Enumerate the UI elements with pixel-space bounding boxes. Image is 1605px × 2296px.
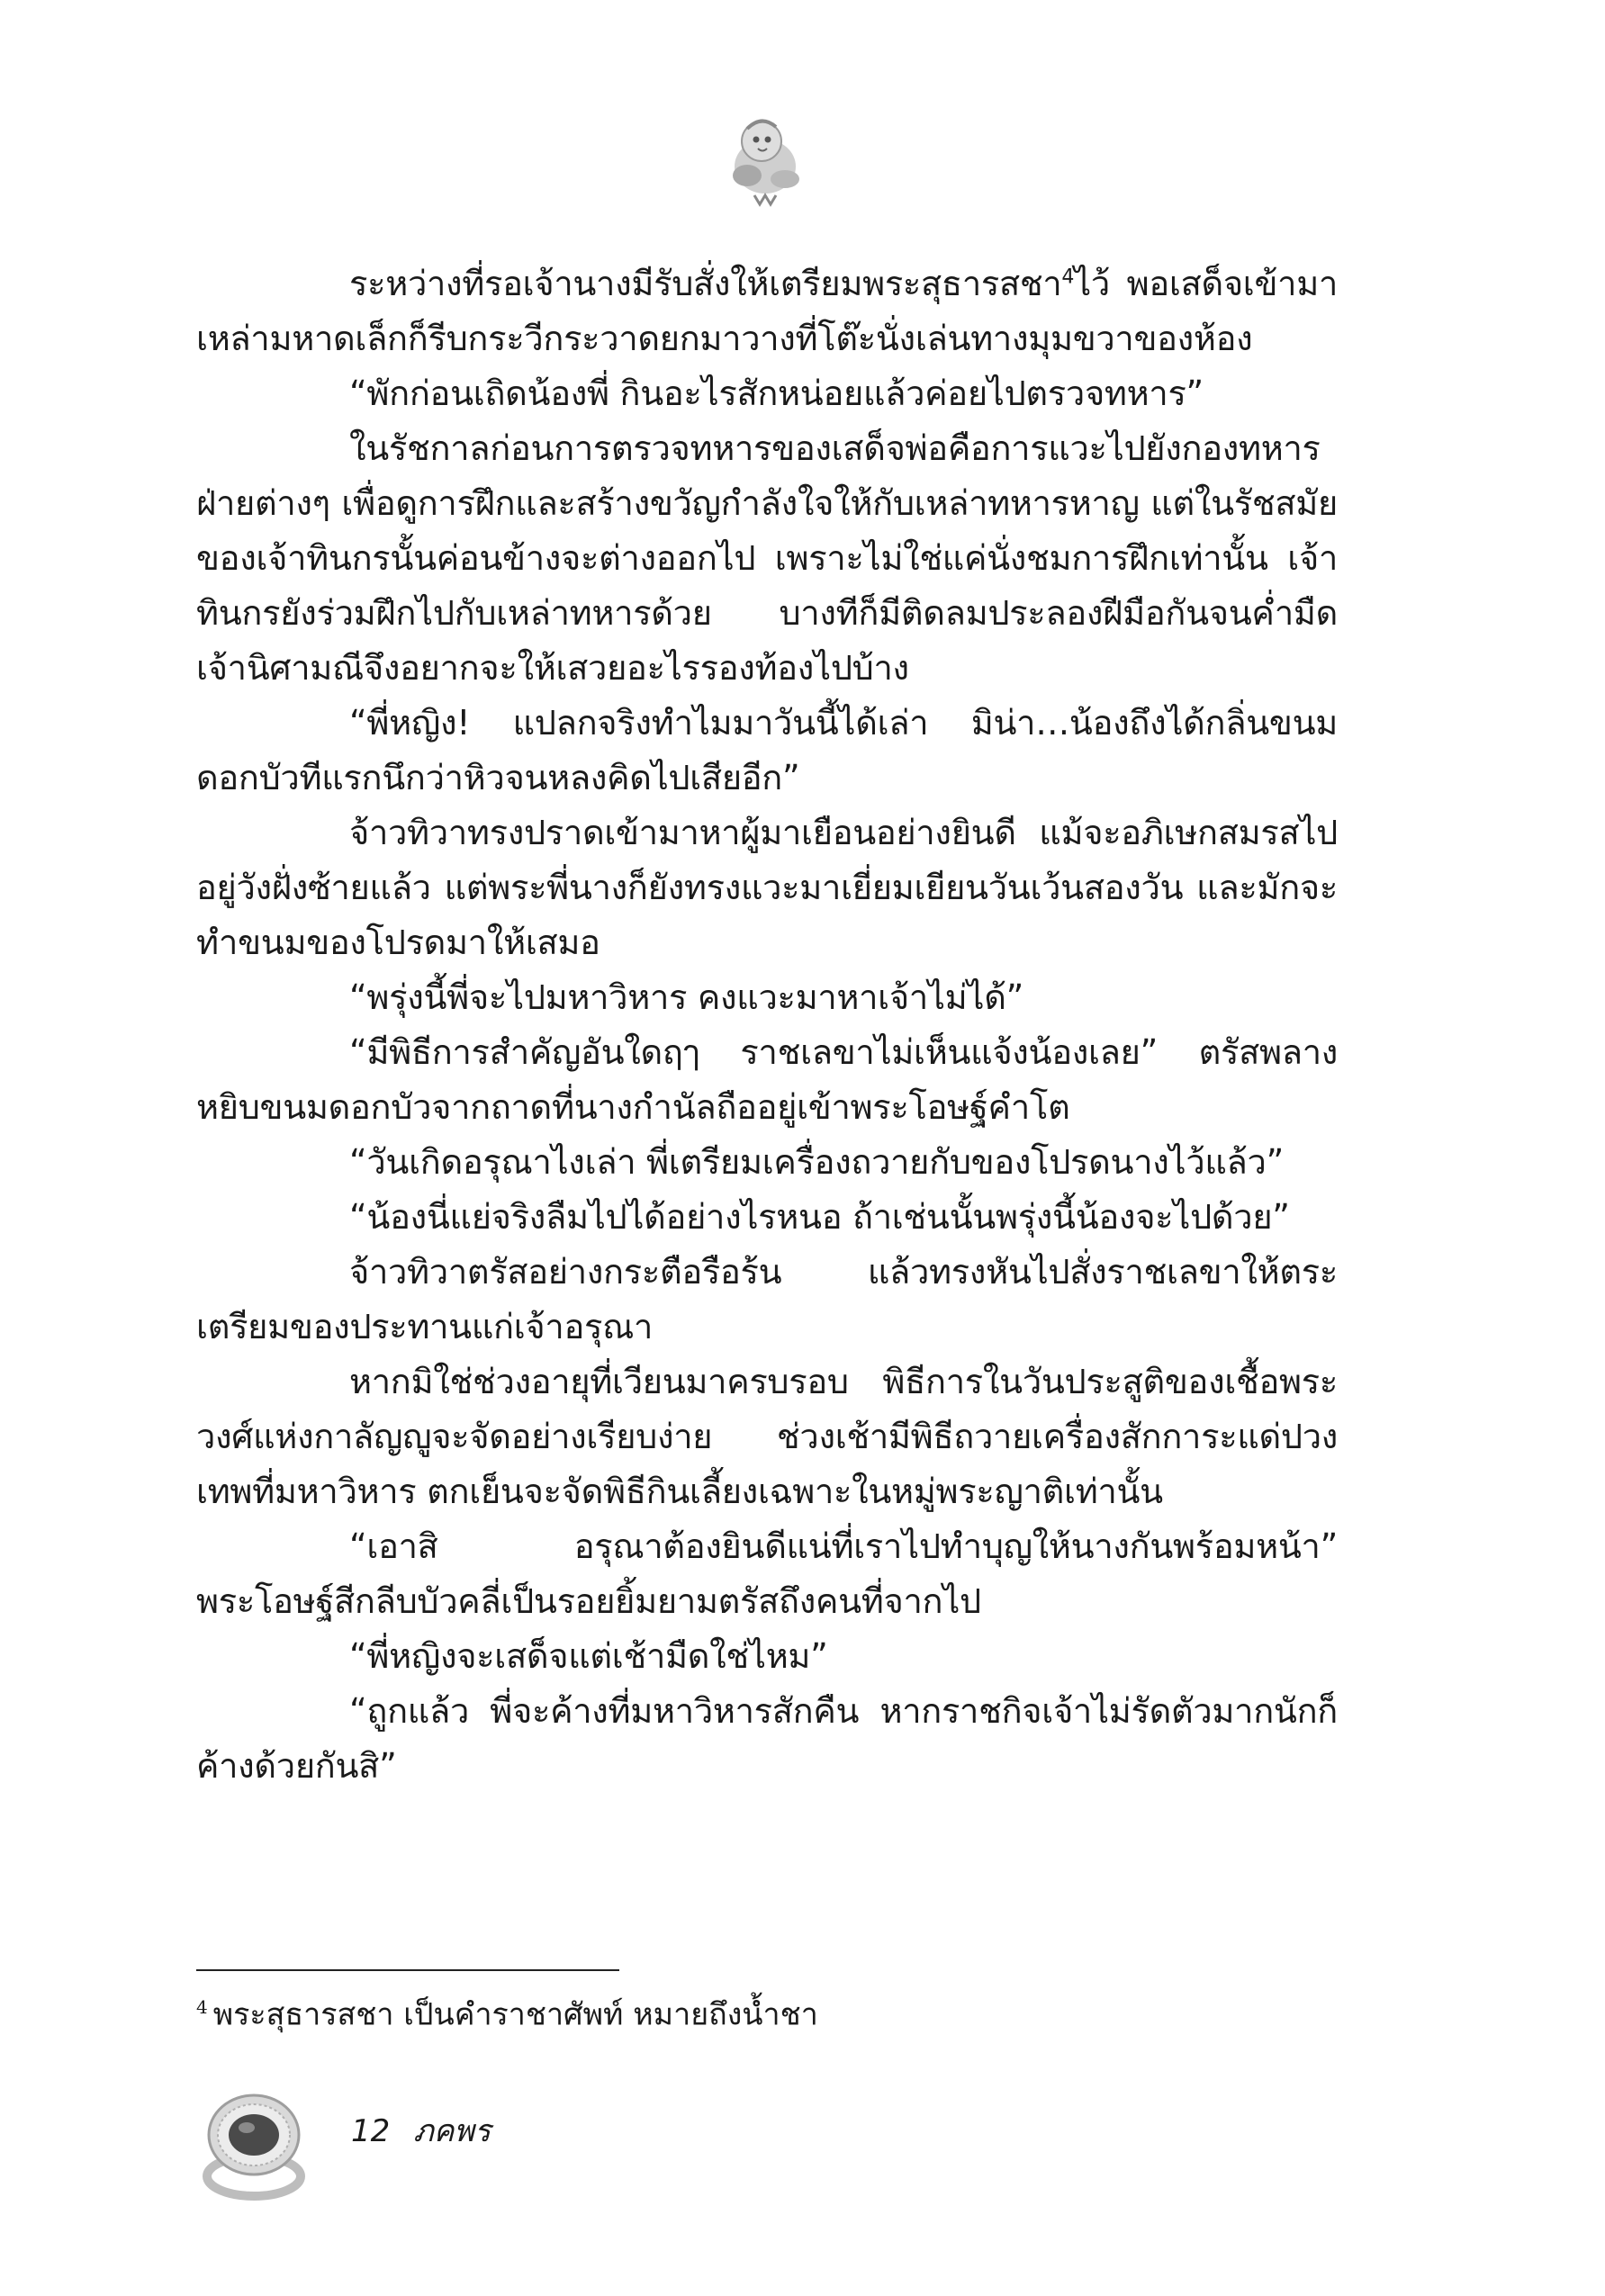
- footnote-separator: [196, 1969, 619, 1971]
- footnote-number: 4: [196, 1996, 208, 2018]
- paragraph: “พรุ่งนี้พี่จะไปมหาวิหาร คงแวะมาหาเจ้าไม่ได้”: [349, 977, 1023, 1017]
- gem-ring-icon: [191, 2079, 317, 2205]
- paragraph: “พี่หญิง! แปลกจริงทำไมมาวันนี้ได้เล่า มิน่า…น้องถึงได้กลิ่นขนมดอกบัวทีแรกนึกว่าหิวจนหลงคิดไปเสียอีก”: [196, 703, 1338, 797]
- paragraph: จ้าวทิวาทรงปราดเข้ามาหาผู้มาเยือนอย่างยินดี แม้จะอภิเษกสมรสไปอยู่วังฝั่งซ้ายแล้ว แต่พระพี่นางก็ยังทรงแวะมาเยี่ยมเยียนวันเว้นสองวัน และมักจะทำขนมของโปรดมาให้เสมอ: [196, 813, 1338, 962]
- paragraph: “วันเกิดอรุณาไงเล่า พี่เตรียมเครื่องถวายกับของโปรดนางไว้แล้ว”: [349, 1142, 1284, 1182]
- paragraph-text: ไว้ พอเสด็จเข้ามาเหล่ามหาดเล็กก็รีบกระวีกระวาดยกมาวางที่โต๊ะนั่งเล่นทางมุมขวาของห้อง: [196, 264, 1338, 358]
- book-title: ภคพร: [413, 2113, 491, 2149]
- page-footer: [351, 2106, 491, 2155]
- paragraph: “พักก่อนเถิดน้องพี่ กินอะไรสักหน่อยแล้วค่อยไปตรวจทหาร”: [349, 374, 1204, 413]
- paragraph: “พี่หญิงจะเสด็จแต่เช้ามืดใช่ไหม”: [349, 1636, 828, 1676]
- paragraph: “น้องนี่แย่จริงลืมไปได้อย่างไรหนอ ถ้าเช่นนั้นพรุ่งนี้น้องจะไปด้วย”: [349, 1197, 1290, 1237]
- cartoon-bird-figure-icon: [720, 113, 810, 207]
- paragraph: ในรัชกาลก่อนการตรวจทหารของเสด็จพ่อคือการแวะไปยังกองทหารฝ่ายต่างๆ เพื่อดูการฝึกและสร้างขวัญกำลังใจให้กับเหล่าทหารหาญ แต่ในรัชสมัยของเจ้าทินกรนั้นค่อนข้างจะต่างออกไป เพราะไม่ใช่แค่นั่งชมการฝึกเท่านั้น เจ้าทินกรยังร่วมฝึกไปกับเหล่าทหารด้วย บางทีก็มีติดลมประลองฝีมือกันจนค่ำมืด เจ้านิศามณีจึงอยากจะให้เสวยอะไรรองท้องไปบ้าง: [196, 428, 1338, 688]
- footnote-reference: 4: [1061, 266, 1075, 289]
- paragraph-text: ระหว่างที่รอเจ้านางมีรับสั่งให้เตรียมพระสุธารสชา: [349, 264, 1062, 303]
- paragraph: [196, 257, 1338, 366]
- paragraph: จ้าวทิวาตรัสอย่างกระตือรือร้น แล้วทรงหันไปสั่งราชเลขาให้ตระเตรียมของประทานแก่เจ้าอรุณา: [196, 1252, 1338, 1346]
- page-number: 12: [351, 2113, 391, 2149]
- paragraph: “ถูกแล้ว พี่จะค้างที่มหาวิหารสักคืน หากราชกิจเจ้าไม่รัดตัวมากนักก็ค้างด้วยกันสิ”: [196, 1691, 1338, 1786]
- paragraph: “เอาสิ อรุณาต้องยินดีแน่ที่เราไปทำบุญให้นางกันพร้อมหน้า” พระโอษฐ์สีกลีบบัวคลี่เป็นรอยยิ้มยามตรัสถึงคนที่จากไป: [196, 1526, 1338, 1621]
- paragraph: หากมิใช่ช่วงอายุที่เวียนมาครบรอบ พิธีการในวันประสูติของเชื้อพระวงศ์แห่งกาลัญญูจะจัดอย่างเรียบง่าย ช่วงเช้ามีพิธีถวายเครื่องสักการะแด่ปวงเทพที่มหาวิหาร ตกเย็นจะจัดพิธีกินเลี้ยงเฉพาะในหมู่พระญาติเท่านั้น: [196, 1362, 1338, 1511]
- body-text: [196, 257, 1338, 1794]
- footnote-text: พระสุธารสชา เป็นคำราชาศัพท์ หมายถึงน้ำชา: [212, 1996, 818, 2033]
- paragraph: “มีพิธีการสำคัญอันใดฤๅ ราชเลขาไม่เห็นแจ้งน้องเลย” ตรัสพลางหยิบขนมดอกบัวจากถาดที่นางกำนัลถืออยู่เข้าพระโอษฐ์คำโต: [196, 1032, 1338, 1127]
- footnote: [196, 1987, 1186, 2034]
